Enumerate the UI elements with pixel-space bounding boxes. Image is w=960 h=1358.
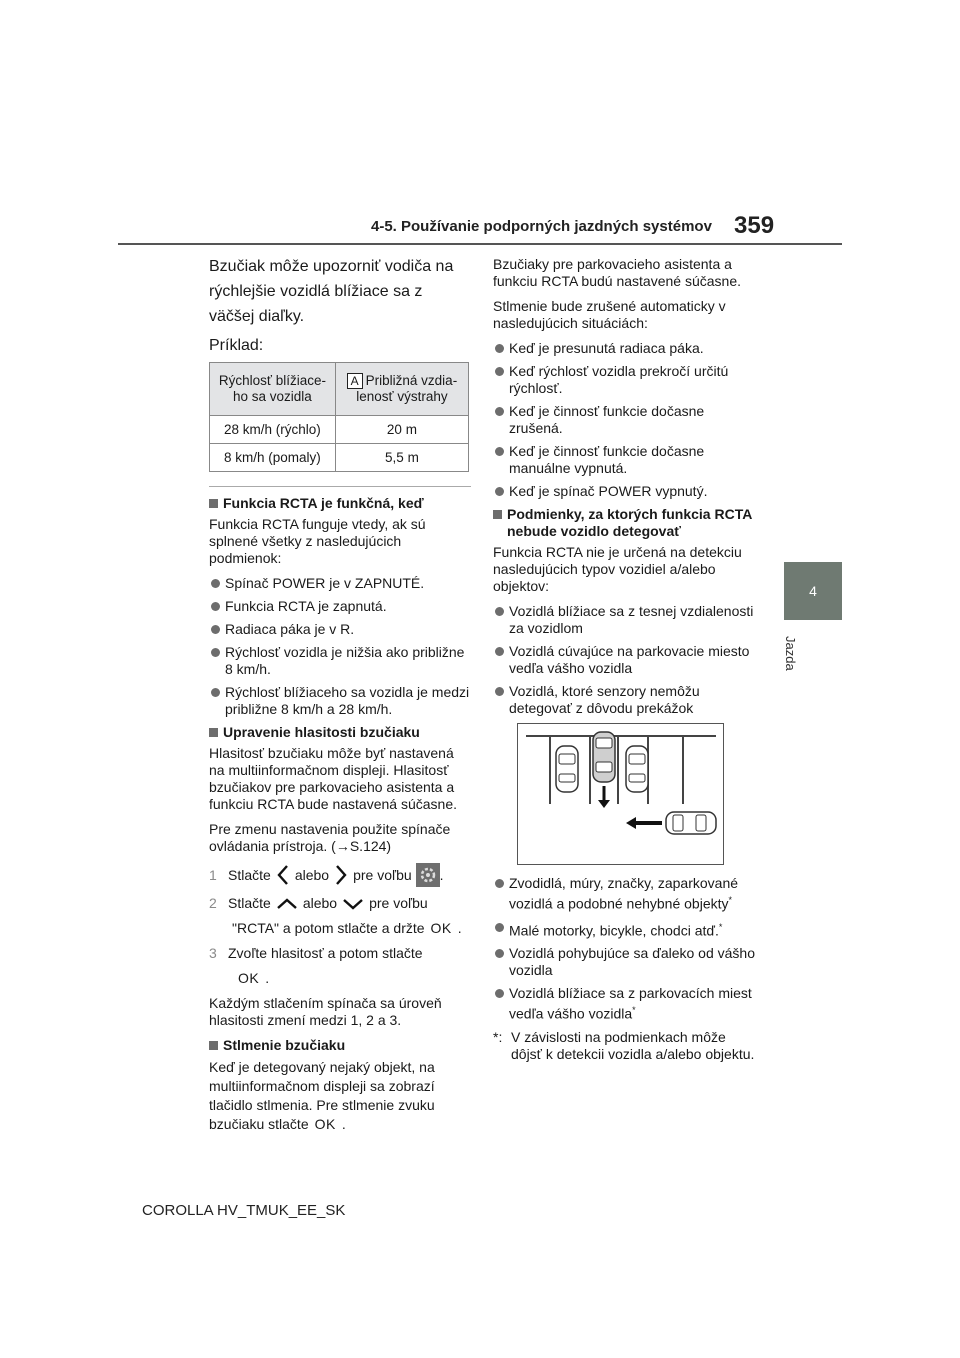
section-heading: [493, 506, 755, 540]
step-text: Stlačte: [228, 866, 271, 883]
list-item-text: Rýchlosť blížiaceho sa vozidla je medzi približne 8 km/h a 28 km/h.: [225, 684, 470, 717]
list-item: [493, 919, 755, 940]
approaching-car: [666, 812, 716, 834]
list-item-text: Radiaca páka je v R.: [225, 621, 355, 637]
list-item-text: [509, 985, 755, 1023]
ok-button-icon: OK: [238, 970, 260, 986]
figure-badge: A: [347, 373, 363, 389]
section-heading: [209, 1037, 471, 1054]
list-item: [493, 643, 755, 677]
list-item: [209, 644, 471, 678]
step-1: [209, 863, 471, 887]
bullet-icon: [211, 579, 220, 588]
table-header: [335, 363, 468, 416]
down-arrow-icon: [598, 786, 610, 808]
table-row: [210, 416, 469, 444]
step-number: 3: [209, 945, 217, 961]
list-item: [209, 575, 471, 592]
parking-diagram: [518, 724, 723, 864]
bullet-icon: [495, 367, 504, 376]
paragraph: Pre zmenu nastavenia použite spínače ovládania prístroja. (→S.124): [209, 821, 451, 854]
paragraph: Každým stlačením spínača sa úroveň hlasitosti zmení medzi 1, 2 a 3.: [209, 995, 442, 1028]
list-item-text: Funkcia RCTA je zapnutá.: [225, 598, 387, 614]
bullet-icon: [495, 344, 504, 353]
table-row: [210, 444, 469, 472]
footnote-marker: *: [728, 895, 733, 905]
table-header-row: [210, 363, 469, 416]
list-item-text: [509, 919, 722, 940]
paragraph: Hlasitosť bzučiaku môže byť nastavená na multiinformačnom displeji. Hlasitosť bzučiakov pre parkovacieho asistenta a funkciu RCTA bude nastavená súčasne.: [209, 745, 458, 812]
step-text: alebo: [302, 895, 338, 911]
paragraph: Stlmenie bude zrušené automaticky v nasledujúcich situáciách:: [493, 298, 726, 331]
parked-car-left: [556, 746, 578, 792]
bullet-icon: [495, 487, 504, 496]
footer-doc-id: COROLLA HV_TMUK_EE_SK: [142, 1202, 346, 1219]
square-bullet-icon: [209, 1041, 218, 1050]
footnote: [493, 1029, 755, 1063]
list-item: [493, 945, 755, 979]
chevron-up-icon: [276, 897, 298, 911]
bullet-icon: [211, 602, 220, 611]
list-item-text: Vozidlá cúvajúce na parkovacie miesto vedľa vášho vozidla: [509, 643, 750, 676]
ok-button-icon: OK: [314, 1116, 336, 1132]
bullet-icon: [495, 879, 504, 888]
section-heading-text: Funkcia RCTA je funkčná, keď: [223, 495, 424, 511]
list-item-text: Spínač POWER je v ZAPNUTÉ.: [225, 575, 425, 591]
list-item-text: Keď je presunutá radiaca páka.: [509, 340, 704, 356]
bullet-icon: [211, 688, 220, 697]
table-cell: 28 km/h (rýchlo): [210, 416, 336, 444]
list-item-text: Vozidlá pohybujúce sa ďaleko od vášho vozidla: [509, 945, 755, 979]
step-3-continuation: [209, 970, 471, 987]
table-cell: 20 m: [335, 416, 468, 444]
step-text: "RCTA" a potom stlačte a držte: [232, 920, 425, 936]
chevron-down-icon: [342, 897, 364, 911]
chapter-label-text: Jazda: [783, 636, 798, 671]
section-heading-text: Upravenie hlasitosti bzučiaku: [223, 724, 420, 740]
list-item-text: Keď je činnosť funkcie dočasne manuálne vypnutá.: [509, 443, 705, 476]
section-divider: [209, 486, 471, 487]
footnote-marker: *: [632, 1005, 636, 1016]
section-title: 4-5. Používanie podporných jazdných systémov: [371, 218, 712, 235]
bullet-icon: [495, 989, 504, 998]
chapter-label: [772, 636, 812, 686]
list-item: [493, 443, 755, 477]
example-label: Príklad:: [209, 337, 264, 354]
list-item-text: Vozidlá blížiace sa z tesnej vzdialenosti za vozidlom: [509, 603, 754, 636]
section-heading: [209, 724, 471, 741]
step-2-continuation: [209, 920, 471, 937]
speed-table: [209, 362, 469, 472]
list-item-text: Rýchlosť vozidla je nižšia ako približne 8 km/h.: [225, 644, 465, 677]
step-text: pre voľbu: [353, 866, 412, 883]
left-column: [209, 254, 471, 1142]
chevron-right-icon: [334, 864, 348, 886]
list-item: [493, 985, 755, 1023]
table-cell: 5,5 m: [335, 444, 468, 472]
bullet-icon: [211, 625, 220, 634]
square-bullet-icon: [209, 499, 218, 508]
square-bullet-icon: [209, 728, 218, 737]
bullet-icon: [495, 687, 504, 696]
step-3: [209, 945, 471, 962]
section-heading-text: Stlmenie bzučiaku: [223, 1037, 346, 1053]
ok-button-icon: OK: [430, 920, 452, 936]
paragraph-text: .: [341, 1116, 346, 1132]
own-car: [593, 732, 615, 782]
list-item-text: [509, 875, 755, 913]
step-2: [209, 895, 471, 912]
list-item: [493, 363, 755, 397]
step-text: .: [265, 970, 270, 986]
bullet-icon: [495, 923, 504, 932]
step-number: 2: [209, 895, 217, 911]
paragraph: Bzučiaky pre parkovacieho asistenta a funkciu RCTA budú nastavené súčasne.: [493, 256, 742, 289]
list-item-text-part: Malé motorky, bicykle, chodci atď.: [509, 922, 719, 939]
right-column: [493, 256, 755, 1069]
table-cell: 8 km/h (pomaly): [210, 444, 336, 472]
step-text: .: [439, 866, 444, 883]
list-item: [209, 621, 471, 638]
list-item-text-part: Vozidlá blížiace sa z parkovacích miest vedľa vášho vozidla: [509, 985, 752, 1022]
list-item-text-part: Zvodidlá, múry, značky, zaparkované vozidlá a podobné nehybné objekty: [509, 875, 739, 912]
paragraph-text: Keď je detegovaný nejaký objekt, na multiinformačnom displeji sa zobrazí tlačidlo stlmenia. Pre stlmenie zvuku bzučiaku stlačte: [209, 1059, 435, 1132]
footnote-text: V závislosti na podmienkach môže dôjsť k detekcii vozidla a/alebo objektu.: [511, 1028, 755, 1062]
list-item: [493, 603, 755, 637]
paragraph: Funkcia RCTA nie je určená na detekciu nasledujúcich typov vozidiel a/alebo objektov:: [493, 544, 742, 594]
list-item-text: Keď rýchlosť vozidla prekročí určitú rýchlosť.: [509, 363, 729, 396]
bullet-icon: [495, 407, 504, 416]
paragraph: [209, 1058, 471, 1134]
chapter-tab: 4: [784, 562, 842, 620]
list-item: [209, 684, 471, 718]
parked-car-right: [626, 746, 648, 792]
list-item-text: Keď je činnosť funkcie dočasne zrušená.: [509, 403, 705, 436]
list-item: [493, 403, 755, 437]
list-item: [493, 483, 755, 500]
paragraph: Funkcia RCTA funguje vtedy, ak sú splnené všetky z nasledujúcich podmienok:: [209, 516, 426, 566]
step-number: 1: [209, 866, 217, 883]
list-item: [493, 683, 755, 717]
left-arrow-icon: [626, 817, 662, 829]
bullet-icon: [495, 949, 504, 958]
step-text: pre voľbu: [369, 895, 428, 911]
list-item-text: Keď je spínač POWER vypnutý.: [509, 483, 708, 499]
table-header: Rýchlosť blížiace-ho sa vozidla: [210, 363, 336, 416]
footnote-marker: *: [718, 921, 723, 932]
step-text: .: [457, 920, 462, 936]
chevron-left-icon: [276, 864, 290, 886]
bullet-icon: [495, 607, 504, 616]
bullet-icon: [211, 648, 220, 657]
page-number: 359: [734, 212, 775, 239]
footnote-mark: *:: [493, 1028, 503, 1045]
section-heading: [209, 495, 471, 512]
list-item: [209, 598, 471, 615]
section-heading-text: Podmienky, za ktorých funkcia RCTA nebude vozidlo detegovať: [507, 506, 752, 539]
square-bullet-icon: [493, 510, 502, 519]
list-item-text: Vozidlá, ktoré senzory nemôžu detegovať z dôvodu prekážok: [509, 683, 700, 716]
parking-illustration: [517, 723, 724, 865]
list-item: [493, 875, 755, 913]
table-header-text: Približná vzdia-lenosť výstrahy: [356, 373, 458, 404]
list-item: [493, 340, 755, 357]
step-text: Stlačte: [228, 895, 271, 911]
bullet-icon: [495, 447, 504, 456]
step-text: alebo: [294, 866, 330, 883]
bullet-icon: [495, 647, 504, 656]
header-rule: [118, 243, 842, 245]
settings-gear-icon: [416, 863, 440, 887]
intro-text: Bzučiak môže upozorniť vodiča na rýchlejšie vozidlá blížiace sa z väčšej diaľky.: [209, 258, 454, 325]
step-text: Zvoľte hlasitosť a potom stlačte: [228, 945, 423, 961]
